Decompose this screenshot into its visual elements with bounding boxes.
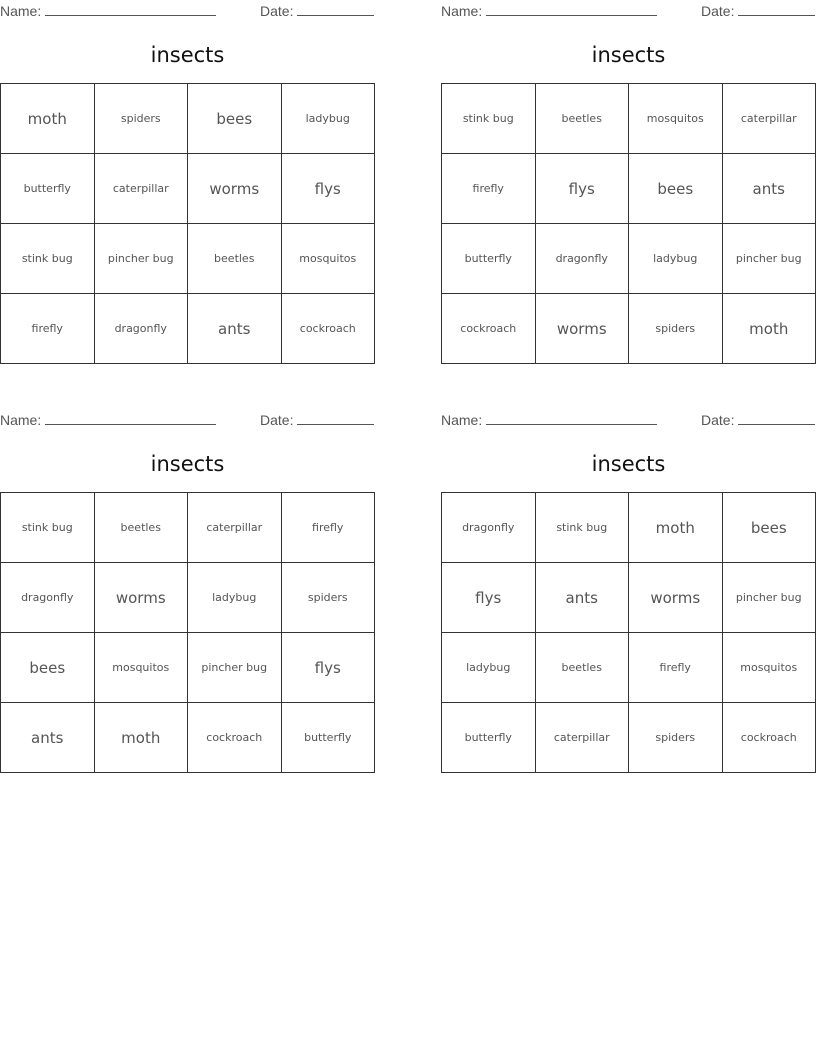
bingo-cell[interactable]: worms bbox=[629, 563, 723, 633]
bingo-cell[interactable]: stink bug bbox=[442, 84, 536, 154]
bingo-cell[interactable]: flys bbox=[442, 563, 536, 633]
card-title: insects bbox=[591, 452, 666, 476]
bingo-cell[interactable]: firefly bbox=[1, 294, 95, 364]
bingo-cell[interactable]: firefly bbox=[282, 493, 376, 563]
date-label: Date: bbox=[701, 3, 735, 19]
bingo-cell[interactable]: firefly bbox=[629, 633, 723, 703]
name-label: Name: bbox=[0, 3, 42, 19]
date-label: Date: bbox=[260, 3, 294, 19]
bingo-cell[interactable]: dragonfly bbox=[1, 563, 95, 633]
bingo-card-4 bbox=[441, 409, 816, 773]
bingo-cell[interactable]: flys bbox=[282, 633, 376, 703]
bingo-cell[interactable]: spiders bbox=[95, 84, 189, 154]
bingo-cell[interactable]: butterfly bbox=[442, 224, 536, 294]
bingo-cell[interactable]: butterfly bbox=[1, 154, 95, 224]
bingo-cell[interactable]: worms bbox=[188, 154, 282, 224]
name-blank-line[interactable] bbox=[486, 2, 657, 16]
name-label: Name: bbox=[0, 412, 42, 428]
bingo-cell[interactable]: stink bug bbox=[1, 224, 95, 294]
bingo-cell[interactable]: ants bbox=[1, 703, 95, 773]
bingo-cell[interactable]: worms bbox=[536, 294, 630, 364]
card-title: insects bbox=[150, 43, 225, 67]
name-date-header bbox=[0, 411, 375, 429]
bingo-cell[interactable]: moth bbox=[629, 493, 723, 563]
bingo-cell[interactable]: firefly bbox=[442, 154, 536, 224]
bingo-cell[interactable]: butterfly bbox=[442, 703, 536, 773]
bingo-cell[interactable]: ants bbox=[536, 563, 630, 633]
name-blank-line[interactable] bbox=[45, 2, 216, 16]
card-title: insects bbox=[591, 43, 666, 67]
bingo-cell[interactable]: beetles bbox=[536, 633, 630, 703]
name-blank-line[interactable] bbox=[45, 411, 216, 425]
bingo-cell[interactable]: ladybug bbox=[188, 563, 282, 633]
name-field[interactable] bbox=[0, 411, 216, 428]
bingo-cell[interactable]: dragonfly bbox=[95, 294, 189, 364]
bingo-cell[interactable]: moth bbox=[723, 294, 816, 364]
date-field[interactable] bbox=[701, 411, 815, 428]
name-field[interactable] bbox=[441, 411, 657, 428]
bingo-cell[interactable]: spiders bbox=[629, 294, 723, 364]
name-label: Name: bbox=[441, 412, 483, 428]
name-date-header bbox=[0, 2, 375, 20]
bingo-cell[interactable]: dragonfly bbox=[536, 224, 630, 294]
bingo-cell[interactable]: mosquitos bbox=[723, 633, 816, 703]
bingo-cell[interactable]: caterpillar bbox=[723, 84, 816, 154]
bingo-grid bbox=[441, 83, 816, 364]
bingo-cell[interactable]: stink bug bbox=[1, 493, 95, 563]
bingo-cell[interactable]: stink bug bbox=[536, 493, 630, 563]
bingo-cell[interactable]: spiders bbox=[629, 703, 723, 773]
bingo-cell[interactable]: cockroach bbox=[188, 703, 282, 773]
bingo-cell[interactable]: bees bbox=[723, 493, 816, 563]
bingo-cell[interactable]: mosquitos bbox=[282, 224, 376, 294]
bingo-card-3 bbox=[0, 409, 375, 773]
bingo-cell[interactable]: cockroach bbox=[282, 294, 376, 364]
bingo-cell[interactable]: cockroach bbox=[723, 703, 816, 773]
bingo-card-1 bbox=[0, 0, 375, 364]
bingo-cell[interactable]: mosquitos bbox=[629, 84, 723, 154]
bingo-card-2 bbox=[441, 0, 816, 364]
bingo-cell[interactable]: moth bbox=[1, 84, 95, 154]
bingo-cell[interactable]: bees bbox=[1, 633, 95, 703]
name-field[interactable] bbox=[441, 2, 657, 19]
bingo-cell[interactable]: ants bbox=[723, 154, 816, 224]
date-blank-line[interactable] bbox=[297, 411, 374, 425]
bingo-cell[interactable]: beetles bbox=[536, 84, 630, 154]
bingo-cell[interactable]: flys bbox=[282, 154, 376, 224]
bingo-cell[interactable]: bees bbox=[188, 84, 282, 154]
date-field[interactable] bbox=[260, 411, 374, 428]
bingo-cell[interactable]: pincher bug bbox=[723, 224, 816, 294]
bingo-cell[interactable]: ants bbox=[188, 294, 282, 364]
bingo-cell[interactable]: caterpillar bbox=[95, 154, 189, 224]
bingo-cell[interactable]: worms bbox=[95, 563, 189, 633]
bingo-grid bbox=[0, 83, 375, 364]
date-blank-line[interactable] bbox=[738, 2, 815, 16]
bingo-grid bbox=[441, 492, 816, 773]
bingo-cell[interactable]: dragonfly bbox=[442, 493, 536, 563]
bingo-cell[interactable]: pincher bug bbox=[723, 563, 816, 633]
name-date-header bbox=[441, 2, 816, 20]
bingo-grid bbox=[0, 492, 375, 773]
name-field[interactable] bbox=[0, 2, 216, 19]
bingo-cell[interactable]: moth bbox=[95, 703, 189, 773]
date-blank-line[interactable] bbox=[297, 2, 374, 16]
name-date-header bbox=[441, 411, 816, 429]
card-title: insects bbox=[150, 452, 225, 476]
bingo-cell[interactable]: spiders bbox=[282, 563, 376, 633]
bingo-cell[interactable]: pincher bug bbox=[188, 633, 282, 703]
bingo-cell[interactable]: cockroach bbox=[442, 294, 536, 364]
name-blank-line[interactable] bbox=[486, 411, 657, 425]
date-field[interactable] bbox=[260, 2, 374, 19]
name-label: Name: bbox=[441, 3, 483, 19]
bingo-cell[interactable]: pincher bug bbox=[95, 224, 189, 294]
bingo-cell[interactable]: ladybug bbox=[442, 633, 536, 703]
bingo-cell[interactable]: caterpillar bbox=[188, 493, 282, 563]
date-field[interactable] bbox=[701, 2, 815, 19]
bingo-cell[interactable]: flys bbox=[536, 154, 630, 224]
bingo-cell[interactable]: beetles bbox=[95, 493, 189, 563]
bingo-cell[interactable]: caterpillar bbox=[536, 703, 630, 773]
bingo-cell[interactable]: bees bbox=[629, 154, 723, 224]
bingo-cell[interactable]: ladybug bbox=[629, 224, 723, 294]
bingo-cell[interactable]: beetles bbox=[188, 224, 282, 294]
bingo-cell[interactable]: mosquitos bbox=[95, 633, 189, 703]
date-label: Date: bbox=[260, 412, 294, 428]
date-label: Date: bbox=[701, 412, 735, 428]
date-blank-line[interactable] bbox=[738, 411, 815, 425]
bingo-cell[interactable]: butterfly bbox=[282, 703, 376, 773]
bingo-cell[interactable]: ladybug bbox=[282, 84, 376, 154]
